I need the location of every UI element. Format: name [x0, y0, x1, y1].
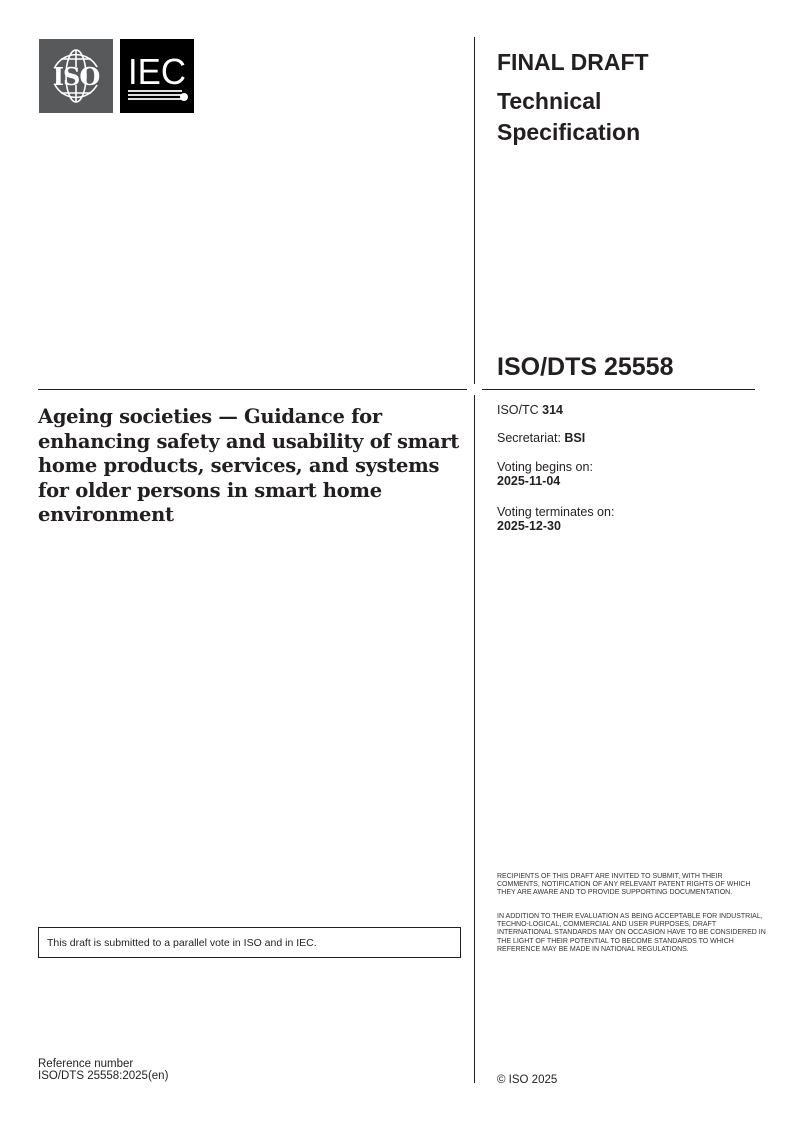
parallel-vote-text: This draft is submitted to a parallel vote in ISO and in IEC.: [47, 937, 317, 949]
reference-number: ISO/DTS 25558:2025(en): [38, 1070, 169, 1082]
reference-label: Reference number: [38, 1058, 134, 1070]
horizontal-divider-right: [482, 389, 755, 390]
committee-label: ISO/TC: [497, 403, 539, 417]
voting-begins-date: 2025-11-04: [497, 474, 561, 488]
secretariat-value: BSI: [564, 431, 586, 445]
committee-value: 314: [542, 403, 564, 417]
secretariat-label: Secretariat:: [497, 431, 561, 445]
voting-terminates-label: Voting terminates on:: [497, 505, 615, 519]
reference-block: [38, 1058, 168, 1082]
voting-begins: [497, 460, 593, 488]
svg-text:ISO: ISO: [52, 62, 100, 91]
secretariat: [497, 431, 585, 445]
standard-number: ISO/DTS 25558: [497, 353, 674, 381]
vertical-divider-top: [474, 37, 475, 384]
svg-text:IEC: IEC: [128, 51, 186, 92]
draft-status: FINAL DRAFT: [497, 49, 649, 75]
vertical-divider-bottom: [474, 395, 475, 1083]
parallel-vote-box: [38, 927, 461, 958]
iso-logo: [39, 39, 113, 113]
copyright: © ISO 2025: [497, 1074, 558, 1086]
voting-terminates: [497, 505, 614, 533]
iec-logo: [120, 39, 194, 113]
voting-terminates-date: 2025-12-30: [497, 519, 561, 533]
doc-type-line2: Specification: [497, 119, 641, 145]
doc-type-line1: Technical: [497, 88, 602, 114]
document-title: Ageing societies — Guidance for enhancing safety and usability of smart home products, services, and systems for older persons in smart home environment: [38, 405, 460, 526]
recipients-notice: RECIPIENTS OF THIS DRAFT ARE INVITED TO SUBMIT, WITH THEIR COMMENTS, NOTIFICATION OF ANY RELEVANT PATENT RIGHTS OF WHICH THEY ARE AWARE AND TO PROVIDE SUPPORTING DOCUMENTATION.: [497, 873, 751, 897]
horizontal-divider-left: [38, 389, 467, 390]
committee: [497, 403, 563, 417]
evaluation-notice: IN ADDITION TO THEIR EVALUATION AS BEING ACCEPTABLE FOR INDUSTRIAL, TECHNO-LOGICAL, COMMERCIAL AND USER PURPOSES, DRAFT INTERNATIONAL STANDARDS MAY ON OCCASION HAVE TO BE CONSIDERED IN THE LIGHT OF THEIR POTENTIAL TO BECOME STANDARDS TO WHICH REFERENCE MAY BE MADE IN NATIONAL REGULATIONS.: [497, 913, 766, 953]
voting-begins-label: Voting begins on:: [497, 460, 593, 474]
